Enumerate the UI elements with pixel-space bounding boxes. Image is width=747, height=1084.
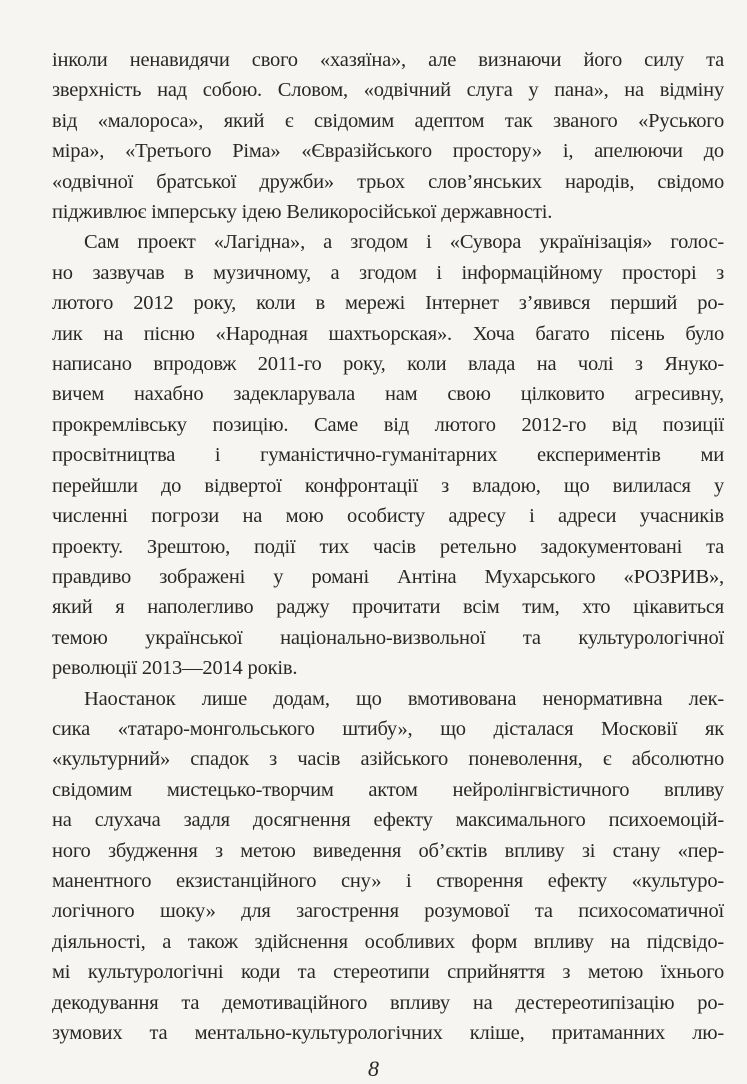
text-line: лютого 2012 року, коли в мережі Інтернет з’явився перший ро- <box>52 292 724 315</box>
text-line: написано впродовж 2011-го року, коли влада на чолі з Януко- <box>52 353 724 376</box>
text-line: діяльності, а також здійснення особливих форм впливу на підсвідо- <box>52 930 724 953</box>
text-line: численні погрози на мою особисту адресу і адреси учасників <box>52 505 724 528</box>
paragraph <box>52 227 724 683</box>
text-line: від «малороса», який є свідомим адептом так званого «Руського <box>52 109 724 132</box>
text-line: міра», «Третього Ріма» «Євразійського простору» і, апелюючи до <box>52 140 724 163</box>
text-line: темою української національно-визвольної та культурологічної <box>52 626 724 649</box>
text-line: декодування та демотиваційного впливу на дестереотипізацію ро- <box>52 991 724 1014</box>
text-line: на слухача задля досягнення ефекту максимального психоемоцій- <box>52 809 724 832</box>
text-line: «культурний» спадок з часів азійського поневолення, є абсолютно <box>52 748 724 771</box>
text-line: зверхність над собою. Словом, «одвічний слуга у пана», на відміну <box>52 79 724 102</box>
text-line: манентного екзистанційного сну» і створення ефекту «культуро- <box>52 869 724 892</box>
page-body <box>52 0 724 1048</box>
paragraph <box>52 684 724 1049</box>
text-line: логічного шоку» для загострення розумової та психосоматичної <box>52 900 724 923</box>
text-line: правдиво зображені у романі Антіна Мухарського «РОЗРИВ», <box>52 565 724 588</box>
text-line: лик на пісню «Народная шахтьорская». Хоча багато пісень було <box>52 322 724 345</box>
page-number: 8 <box>368 1056 379 1082</box>
text-line: Сам проект «Лагідна», а згодом і «Сувора українізація» голос- <box>84 231 724 254</box>
text-line: вичем нахабно задекларувала нам свою цілковито агресивну, <box>52 383 724 406</box>
text-line: просвітництва і гуманістично-гуманітарних експериментів ми <box>52 444 724 467</box>
text-line: підживлює імперську ідею Великоросійської державності. <box>52 201 553 224</box>
text-line: проекту. Зрештою, події тих часів ретельно задокументовані та <box>52 535 724 558</box>
text-line: Наостанок лише додам, що вмотивована ненормативна лек- <box>84 687 724 710</box>
text-line: мі культурологічні коди та стереотипи сприйняття з метою їхнього <box>52 961 724 984</box>
text-line: який я наполегливо раджу прочитати всім тим, хто цікавиться <box>52 596 724 619</box>
text-line: перейшли до відвертої конфронтації з владою, що вилилася у <box>52 474 724 497</box>
paragraph <box>52 45 724 227</box>
text-line: сика «татаро-монгольського штибу», що дісталася Московії як <box>52 717 724 740</box>
text-line: революції 2013—2014 років. <box>52 657 298 680</box>
text-line: «одвічної братської дружби» трьох слов’янських народів, свідомо <box>52 170 724 193</box>
text-line: ного збудження з метою виведення об’єктів впливу зі стану «пер- <box>52 839 724 862</box>
text-line: інколи ненавидячи свого «хазяїна», але визнаючи його силу та <box>52 49 724 71</box>
text-line: свідомим мистецько-творчим актом нейролінгвістичного впливу <box>52 778 724 801</box>
text-line: но зазвучав в музичному, а згодом і інформаційному просторі з <box>52 261 724 284</box>
text-line: зумових та ментально-культурологічних кліше, притаманних лю- <box>52 1022 724 1044</box>
text-line: прокремлівську позицію. Саме від лютого 2012-го від позиції <box>52 413 724 436</box>
